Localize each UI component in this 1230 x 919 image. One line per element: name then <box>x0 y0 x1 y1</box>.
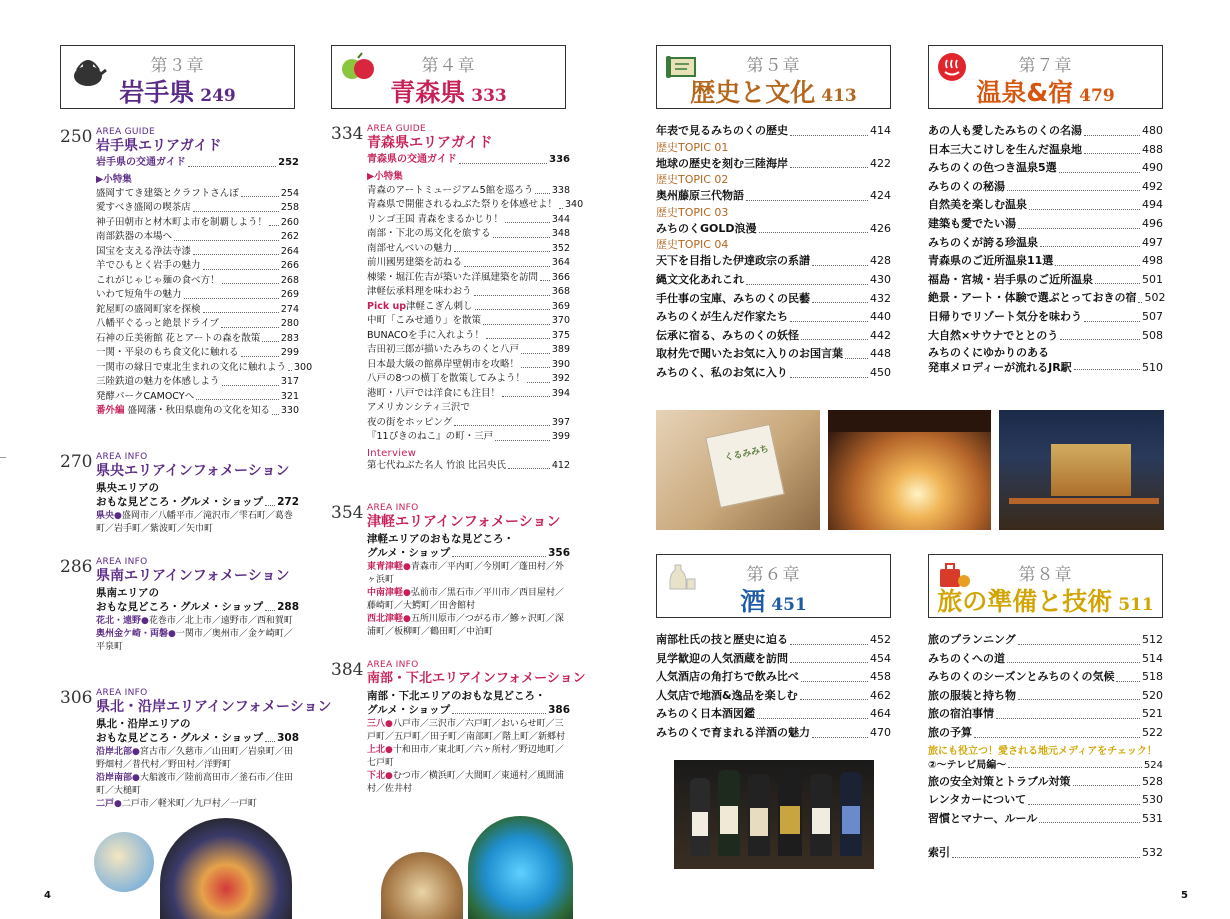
toc-row[interactable]: おもな見どころ・グルメ・ショップ 288 <box>96 601 299 613</box>
photo-festival-dancers <box>160 818 292 919</box>
toc-row[interactable]: 石神の丘美術館 花とアートの森を散策 283 <box>96 332 299 344</box>
chapter-5-column <box>656 45 891 383</box>
toc-row[interactable]: 『11ぴきのねこ』の町・三戸 399 <box>367 431 570 442</box>
toc-row[interactable]: 発車メロディーが流れるJR駅 510 <box>928 361 1163 375</box>
toc-row[interactable]: みちのく日本酒図鑑 464 <box>656 707 891 721</box>
toc-row[interactable]: 夜の街をホッピング 397 <box>367 416 570 428</box>
page-number-left: 4 <box>44 890 51 901</box>
toc-row[interactable]: 三陸鉄道の魅力を体感しよう 317 <box>96 376 299 387</box>
chapter-4-column <box>331 45 566 109</box>
area-list: 上北●十和田市／東北町／六ヶ所村／野辺地町／七戸町 <box>367 744 564 768</box>
chapter-8-toc <box>928 631 1163 863</box>
chapter-title: 岩手県 249 <box>119 78 236 107</box>
book-cover-text: くるみみち <box>723 444 770 464</box>
photo-sake-glasses <box>94 832 154 892</box>
toc-row[interactable]: あの人も愛したみちのくの名湯 480 <box>928 124 1163 137</box>
section-title: 青森県エリアガイド <box>367 135 493 151</box>
chapter-number: 第６章 <box>746 565 801 585</box>
chapter-title: 温泉&宿 479 <box>976 78 1115 107</box>
toc-row[interactable]: 南部杜氏の技と歴史に迫る 452 <box>656 633 891 646</box>
toc-row[interactable]: 南部鉄器の本場へ 262 <box>96 231 299 242</box>
highlight-label: 旅にも役立つ！愛される地元メディアをチェック！ <box>928 745 1157 757</box>
toc-row[interactable]: ②～テレビ局編～ 524 <box>928 759 1163 771</box>
toc-row[interactable]: おもな見どころ・グルメ・ショップ 272 <box>96 496 299 508</box>
history-topic-label: 歴史TOPIC 03 <box>656 205 729 219</box>
history-topic-label: 歴史TOPIC 02 <box>656 173 729 187</box>
subtitle-line: 県北・沿岸エリアの <box>96 718 191 730</box>
toc-row[interactable]: みちのくGOLD浪漫 426 <box>656 221 891 235</box>
toc-row[interactable]: 取材先で聞いたお気に入りのお国言葉 448 <box>656 347 891 361</box>
section-title: 県央エリアインフォメーション <box>96 463 290 479</box>
section-title: 岩手県エリアガイド <box>96 138 222 154</box>
section-page-number: 306 <box>60 688 93 708</box>
section-page-number: 286 <box>60 557 93 577</box>
toc-row[interactable]: みちのくへの道 514 <box>928 651 1163 665</box>
toc-row[interactable]: おもな見どころ・グルメ・ショップ 308 <box>96 732 299 744</box>
section-tag: AREA GUIDE <box>367 124 426 134</box>
section-tag: AREA INFO <box>367 503 419 513</box>
toc-row[interactable]: いわて短角牛の魅力 269 <box>96 289 299 300</box>
toc-row[interactable]: 青森のアートミュージアム5館を巡ろう 338 <box>367 184 570 196</box>
toc-row[interactable]: 吉田初三郎が描いたみちのくと八戸 389 <box>367 344 570 355</box>
toc-row[interactable]: 習慣とマナー、ルール 531 <box>928 811 1163 825</box>
section-tag: AREA INFO <box>96 688 148 698</box>
toc-row[interactable]: 旅の宿泊事情 521 <box>928 707 1163 721</box>
section-title: 県北・沿岸エリアインフォメーション <box>96 699 332 715</box>
photo-sunrise-frame <box>828 410 991 530</box>
chapter-6-column <box>656 554 891 743</box>
photo-ryokan-night <box>999 410 1164 530</box>
toc-row[interactable]: 津軽伝承料理を味わおう 368 <box>367 286 570 297</box>
chapter-number: 第８章 <box>1018 565 1073 585</box>
toc-row[interactable]: 人気店で地酒&逸品を楽しむ 462 <box>656 688 891 702</box>
chapter-7-toc <box>928 122 1166 375</box>
photo-onsen-interior <box>381 852 463 919</box>
chapter-7-header <box>928 45 1163 109</box>
area-list: 東青津軽●青森市／平内町／今別町／蓬田村／外ヶ浜町 <box>367 561 564 585</box>
photo-sake-bottles <box>674 760 874 869</box>
toc-row[interactable]: レンタカーについて 530 <box>928 793 1163 807</box>
toc-row-line1: みちのくにゆかりのある <box>928 346 1049 360</box>
chapter-4-header <box>331 45 566 109</box>
toc-row[interactable]: みちのくが誇る珍温泉 497 <box>928 235 1163 249</box>
toc-row[interactable]: 愛すべき盛岡の喫茶店 258 <box>96 202 299 213</box>
toc-row[interactable]: 建築も愛でたい湯 496 <box>928 216 1163 230</box>
toc-row[interactable]: みちのく、私のお気に入り 450 <box>656 365 891 379</box>
chapter-number: 第３章 <box>150 56 205 76</box>
history-topic-label: 歴史TOPIC 04 <box>656 238 729 252</box>
toc-row[interactable]: 第七代ねぶた名人 竹浪 比呂央氏 412 <box>367 459 570 471</box>
toc-list <box>96 187 313 419</box>
chapter-title: 酒 451 <box>740 587 807 616</box>
toc-row[interactable]: 青森県の交通ガイド 336 <box>367 154 570 165</box>
area-list: 奥州金ケ崎・両磐●一関市／奥州市／金ケ崎町／平泉町 <box>96 628 293 652</box>
section-page-number: 250 <box>60 127 93 147</box>
toc-row[interactable]: グルメ・ショップ 386 <box>367 704 570 716</box>
chapter-title: 青森県 333 <box>390 78 507 107</box>
toc-row[interactable]: 南部せんべいの魅力 352 <box>367 242 570 254</box>
chapter-6-toc <box>656 631 891 743</box>
page-number-right: 5 <box>1181 890 1188 901</box>
section-page-number: 354 <box>331 503 364 523</box>
toc-row[interactable]: 南部・下北の馬文化を旅する 348 <box>367 228 570 239</box>
section-tag: AREA GUIDE <box>96 127 155 137</box>
toc-row[interactable]: 索引 532 <box>928 846 1163 860</box>
history-topic-label: 歴史TOPIC 01 <box>656 140 729 154</box>
area-list: 沿岸北部●宮古市／久慈市／山田町／岩泉町／田野畑村／普代村／野田村／洋野町 <box>96 746 293 770</box>
crop-mark <box>0 457 6 458</box>
section-page-number: 334 <box>331 124 364 144</box>
toc-row[interactable]: 縄文文化あれこれ 430 <box>656 272 891 286</box>
chapter-3-column <box>60 45 295 109</box>
toc-row[interactable]: Pick up津軽こぎん刺し 369 <box>367 300 570 312</box>
area-list: 県央●盛岡市／八幡平市／滝沢市／雫石町／葛巻町／岩手町／紫波町／矢巾町 <box>96 510 293 534</box>
chapter-6-header <box>656 554 891 618</box>
toc-row[interactable]: 国宝を支える浄法寺漆 264 <box>96 245 299 257</box>
toc-row[interactable]: 旅の安全対策とトラブル対策 528 <box>928 774 1163 788</box>
chapter-5-toc <box>656 122 891 383</box>
toc-row[interactable]: 前川國男建築を訪ねる 364 <box>367 257 570 268</box>
chapter-number: 第５章 <box>746 56 801 76</box>
toc-row[interactable]: みちのくの秘湯 492 <box>928 179 1163 193</box>
toc-row[interactable]: 発酵パークCAMOCYへ 321 <box>96 390 299 402</box>
subtitle-line: 県央エリアの <box>96 482 159 494</box>
chapter-8-column <box>928 554 1163 863</box>
toc-row[interactable]: 港町・八戸では洋食にも注目！ 394 <box>367 387 570 399</box>
section-tag: AREA INFO <box>96 452 148 462</box>
toc-row[interactable]: 天下を目指した伊達政宗の系譜 428 <box>656 254 891 268</box>
area-list: 三八●八戸市／三沢市／六戸町／おいらせ町／三戸町／五戸町／田子町／南部町／階上町／新郷村 <box>367 718 566 742</box>
toc-row[interactable]: 絶景・アート・体験で選ぶとっておきの宿 502 <box>928 291 1166 305</box>
toc-row[interactable]: 中町「こみせ通り」を散策 370 <box>367 315 570 326</box>
interview-label: Interview <box>367 447 417 459</box>
subheading: ▶小特集 <box>96 173 132 185</box>
toc-row[interactable]: 神子田朝市と材木町よ市を制覇しよう！ 260 <box>96 216 299 228</box>
subtitle-line: 南部・下北エリアのおもな見どころ・ <box>367 690 546 702</box>
toc-row[interactable]: 一関・平泉のもち食文化に触れる 299 <box>96 347 299 358</box>
toc-row[interactable]: みちのくが生んだ作家たち 440 <box>656 310 891 324</box>
toc-row[interactable]: 日帰りでリゾート気分を味わう 507 <box>928 309 1163 323</box>
subtitle-line: 津軽エリアのおもな見どころ・ <box>367 533 514 545</box>
toc-row[interactable]: 年表で見るみちのくの歴史 414 <box>656 124 891 137</box>
toc-row[interactable]: 人気酒店の角打ちで飲み比べ 458 <box>656 670 891 684</box>
toc-row[interactable]: 見学歓迎の人気酒蔵を訪問 454 <box>656 651 891 665</box>
toc-row[interactable]: 旅のプランニング 512 <box>928 633 1163 646</box>
toc-row[interactable]: 羊でひもとく岩手の魅力 266 <box>96 260 299 271</box>
toc-row[interactable]: 福島・宮城・岩手県のご近所温泉 501 <box>928 272 1163 286</box>
section-page-number: 270 <box>60 452 93 472</box>
toc-row[interactable]: 盛岡すてき建築とクラフトさんぽ 254 <box>96 187 299 199</box>
toc-row[interactable]: 青森県のご近所温泉11選 498 <box>928 254 1163 268</box>
toc-row[interactable]: 伝承に宿る、みちのくの妖怪 442 <box>656 328 891 342</box>
section-title: 津軽エリアインフォメーション <box>367 514 561 530</box>
toc-row[interactable]: 奥州藤原三代物語 424 <box>656 189 891 203</box>
area-list: 西北津軽●五所川原市／つがる市／鰺ヶ沢町／深浦町／板柳町／鶴田町／中泊町 <box>367 613 564 637</box>
area-list: 花北・遠野●花巻市／北上市／遠野市／西和賀町 <box>96 615 293 626</box>
toc-row[interactable]: BUNACOを手に入れよう！ 375 <box>367 329 570 341</box>
toc-row[interactable]: 青森県で開催されるねぶた祭りを体感せよ！ 340 <box>367 199 584 210</box>
toc-row[interactable]: 自然美を楽しむ温泉 494 <box>928 198 1163 212</box>
toc-row[interactable]: 鉈屋町の盛岡町家を探検 274 <box>96 303 299 315</box>
toc-row[interactable]: 地球の歴史を刻む三陸海岸 422 <box>656 156 891 170</box>
area-list: 中南津軽●弘前市／黒石市／平川市／西目屋村／藤崎町／大鰐町／田舎館村 <box>367 587 564 611</box>
section-tag: AREA INFO <box>367 660 419 670</box>
section-tag: AREA INFO <box>96 557 148 567</box>
chapter-5-header <box>656 45 891 109</box>
photo-blue-pond <box>468 816 573 919</box>
area-list: 沿岸南部●大船渡市／陸前高田市／釜石市／住田町／大槌町 <box>96 772 293 796</box>
toc-row[interactable]: 旅の服装と持ち物 520 <box>928 688 1163 702</box>
toc-row[interactable]: 八戸の8つの横丁を散策してみよう！ 392 <box>367 373 570 384</box>
chapter-title: 旅の準備と技術 511 <box>937 587 1154 616</box>
section-page-number: 384 <box>331 660 364 680</box>
toc-row[interactable]: 日本三大こけしを生んだ温泉地 488 <box>928 142 1163 156</box>
chapter-8-header <box>928 554 1163 618</box>
chapter-number: 第７章 <box>1018 56 1073 76</box>
chapter-title: 歴史と文化 413 <box>690 78 857 107</box>
toc-row-line1: アメリカンシティ三沢で <box>367 402 470 413</box>
toc-row[interactable]: これがじゃじゃ麺の食べ方！ 268 <box>96 274 299 286</box>
area-list: 二戸●二戸市／軽米町／九戸村／一戸町 <box>96 798 257 809</box>
toc-row[interactable]: 番外編 盛岡藩・秋田県鹿角の文化を知る 330 <box>96 405 299 416</box>
toc-row[interactable]: 日本最大級の館鼻岸壁朝市を攻略！ 390 <box>367 358 570 370</box>
section-title: 県南エリアインフォメーション <box>96 568 290 584</box>
toc-row[interactable]: 大自然×サウナでととのう 508 <box>928 328 1163 342</box>
toc-row[interactable]: みちのくの色つき温泉5選 490 <box>928 161 1163 175</box>
section-title: 南部・下北エリアインフォメーション <box>367 671 586 686</box>
toc-row[interactable]: 八幡平ぐるっと絶景ドライブ 280 <box>96 318 299 329</box>
toc-row[interactable]: グルメ・ショップ 356 <box>367 547 570 559</box>
area-list: 下北●むつ市／横浜町／大間町／東通村／風間浦村／佐井村 <box>367 770 564 794</box>
subtitle-line: 県南エリアの <box>96 587 159 599</box>
toc-row[interactable]: みちのくのシーズンとみちのくの気候 518 <box>928 670 1163 684</box>
toc-row[interactable]: 棟梁・堀江佐吉が築いた洋風建築を訪問 366 <box>367 271 570 283</box>
chapter-number: 第４章 <box>421 56 476 76</box>
photo-book-in-hands <box>656 410 820 530</box>
chapter-3-header <box>60 45 295 109</box>
toc-row[interactable]: 一関市の縁日で東北生まれの文化に触れよう 300 <box>96 361 313 373</box>
toc-row[interactable]: みちのくで育まれる洋酒の魅力 470 <box>656 725 891 739</box>
toc-row[interactable]: 旅の予算 522 <box>928 725 1163 739</box>
toc-row[interactable]: 手仕事の宝庫、みちのくの民藝 432 <box>656 291 891 305</box>
toc-row[interactable]: リンゴ王国 青森をまるかじり！ 344 <box>367 213 570 225</box>
chapter-7-column <box>928 45 1166 375</box>
subheading: ▶小特集 <box>367 170 403 182</box>
toc-row[interactable]: 岩手県の交通ガイド 252 <box>96 157 299 168</box>
